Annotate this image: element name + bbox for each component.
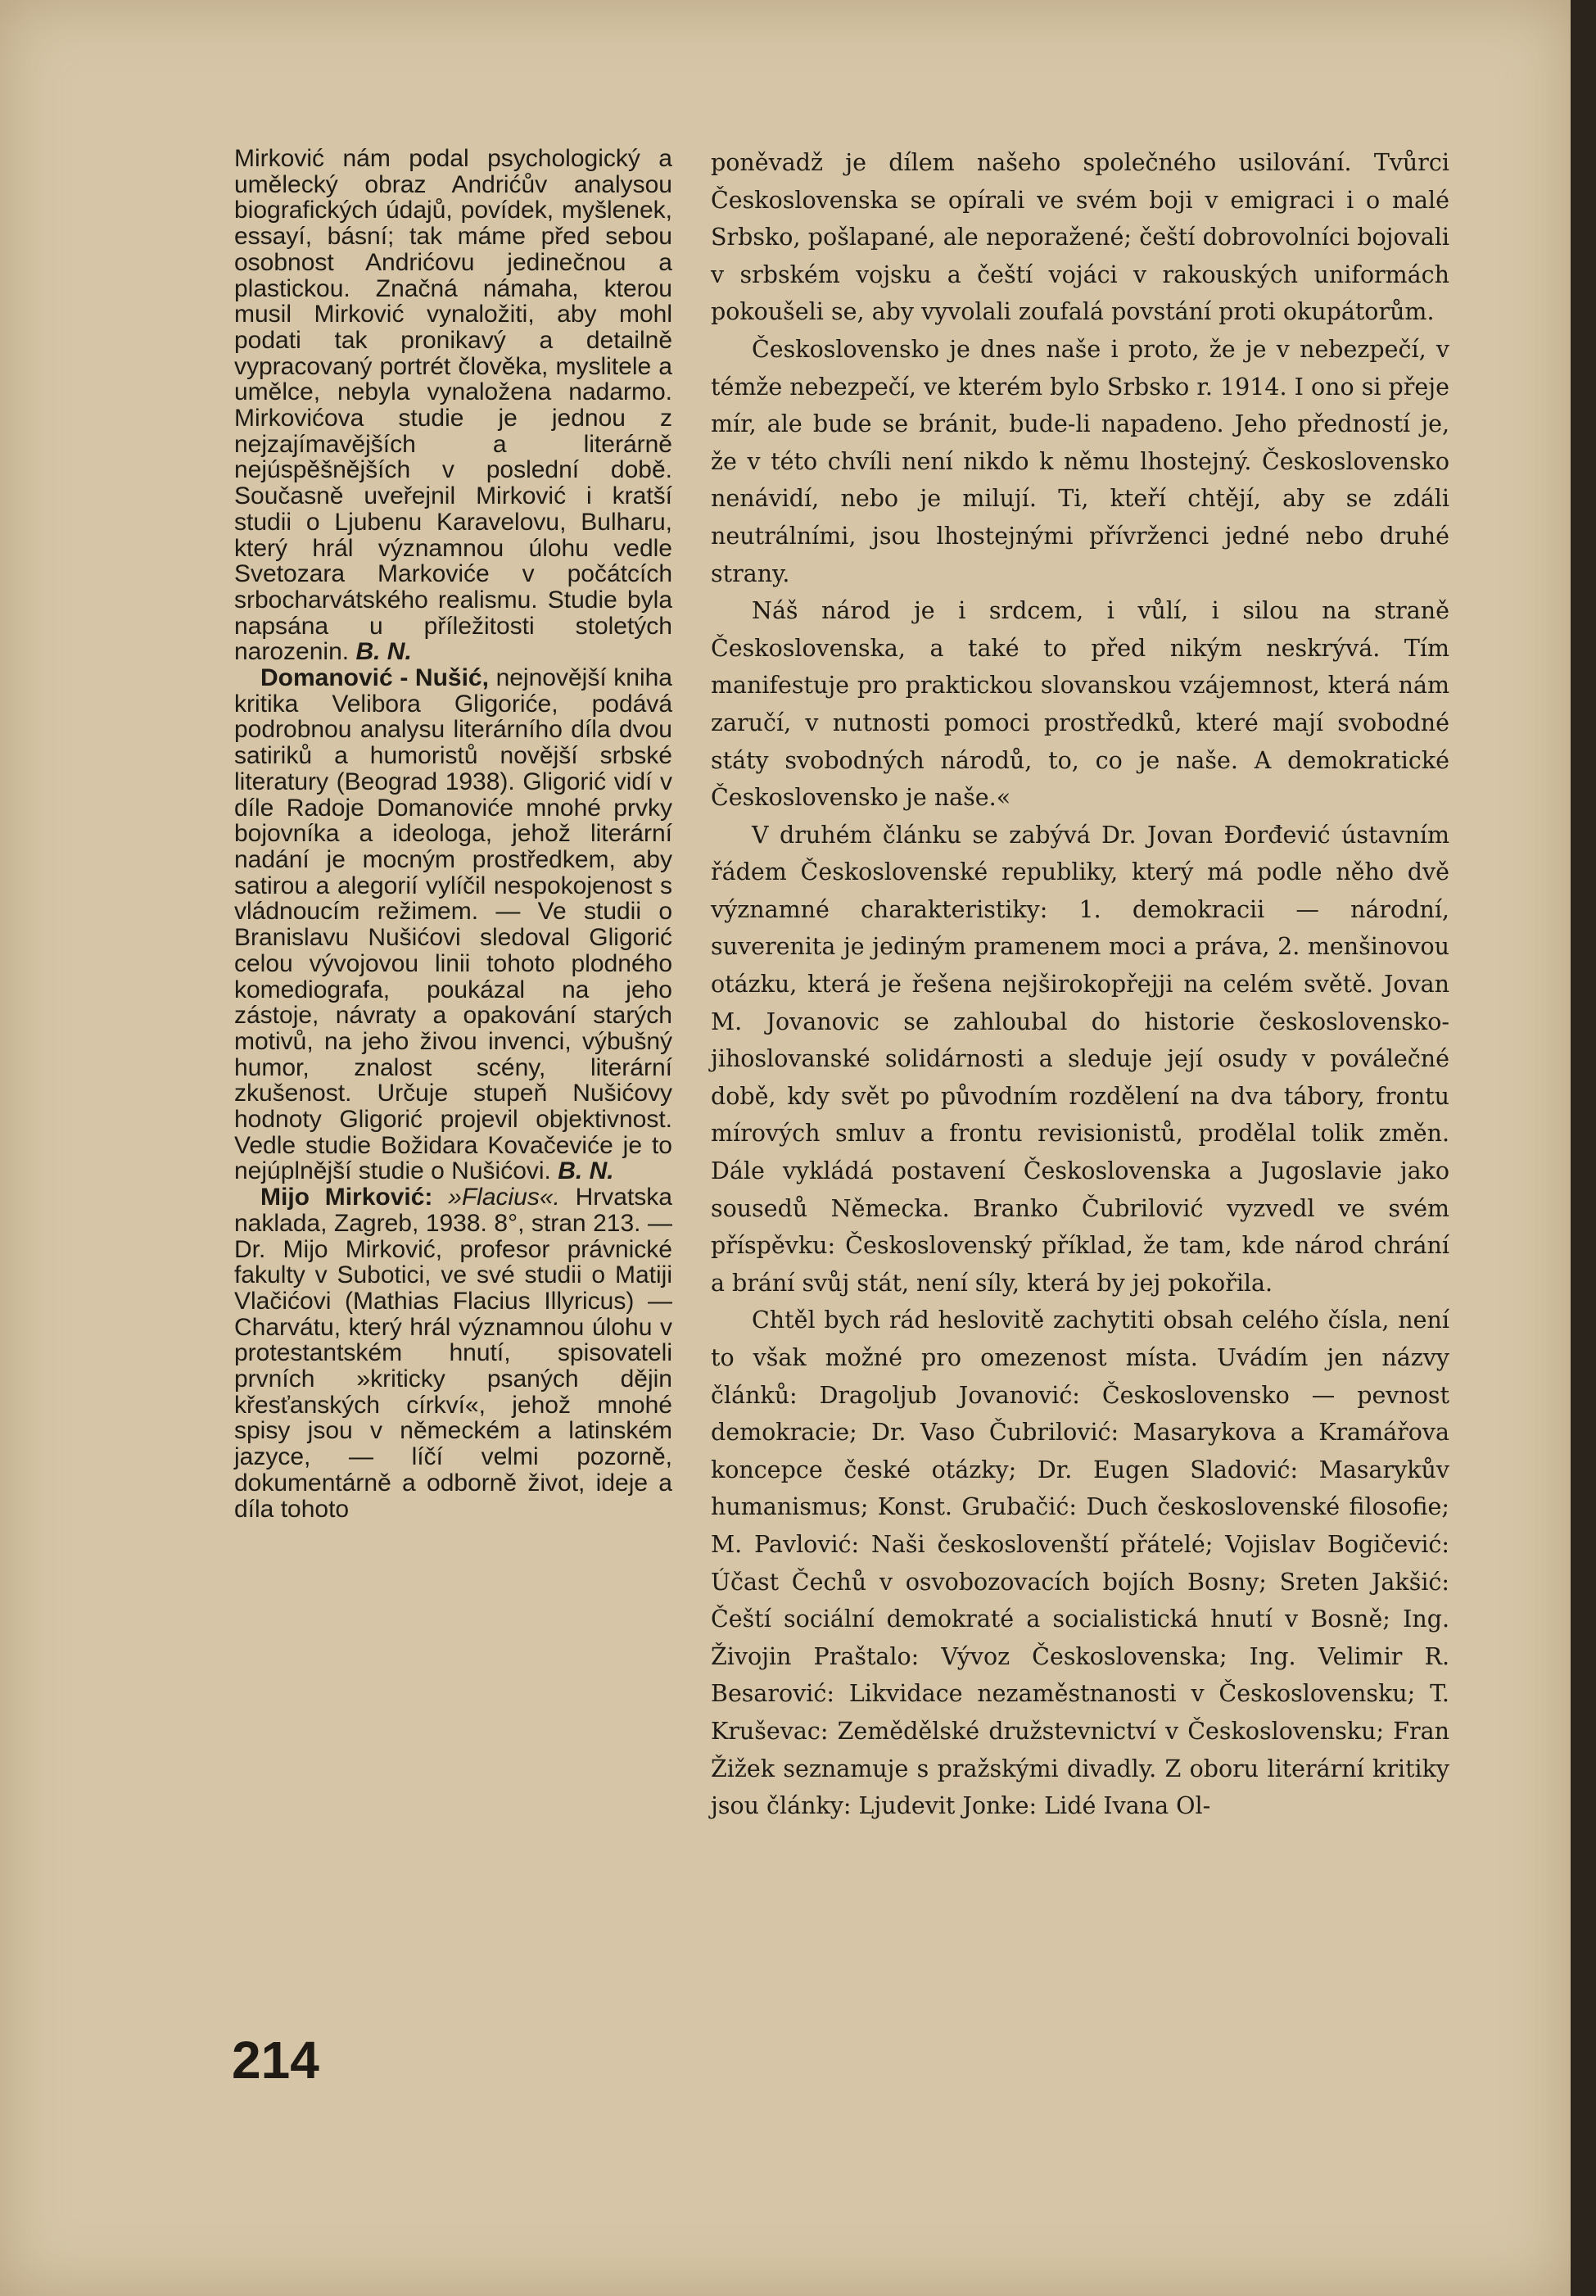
left-paragraph-1-signature: B. N. xyxy=(355,638,412,666)
left-paragraph-2 xyxy=(234,665,672,1184)
right-paragraph-5: Chtěl bych rád heslovitě zachytiti obsah celého čísla, není to však možné pro omezenost místa. Uvádím jen názvy článků: Dragoljub Jovanović: Československo — pevnost demokracie; Dr. Vaso Čubrilović: Masarykova a Kramářova koncepce české otázky; Dr. Eugen Sladović: Masarykův humanismus; Konst. Grubačić: Duch československé filosofie; M. Pavlović: Naši českoslovenští přátelé; Vojislav Bogičević: Účast Čechů v osvobozovacích bojích Bosny; Sreten Jakšić: Čeští sociální demokraté a socialistická hnutí v Bosně; Ing. Živojin Praštalo: Vývoz Československa; Ing. Velimir R. Besarović: Likvidace nezaměstnanosti v Československu; T. Kruševac: Zemědělské družstevnictví v Československu; Fran Žižek seznamuje s pražskými divadly. Z oboru literární kritiky jsou články: Ljudevit Jonke: Lidé Ivana Ol- xyxy=(711,1307,1449,1820)
page-edge-shadow xyxy=(1571,0,1596,2296)
right-paragraph-4: V druhém článku se zabývá Dr. Jovan Đorđević ústavním řádem Československé republiky, který má podle něho dvě významné charakteristiky: 1. demokracii — národní, suverenita je jediným pramenem moci a práva, 2. menšinovou otázku, která je řešena nejširokopřejji na celém světě. Jovan M. Jovanovic se zahloubal do historie československo-jihoslovanské solidárnosti a sleduje její osudy v poválečné době, kdy svět po původním rozdělení na dva tábory, frontu mírových smluv a frontu revisionistů, prodělal tolik změn. Dále vykládá postavení Československa a Jugoslavie jako sousedů Německa. Branko Čubrilović vyzvedl ve svém příspěvku: Československý příklad, že tam, kde národ chrání a brání svůj stát, není síly, která by jej pokořila. xyxy=(711,821,1449,1297)
left-paragraph-3-text: Hrvatska naklada, Zagreb, 1938. 8°, stran 213. — Dr. Mijo Mirković, profesor právnické fakulty v Subotici, ve své studii o Matiji Vlačićovi (Mathias Flacius Illyricus) — Charvátu, který hrál významnou úlohu v protestantském hnutí, spisovateli prvních »kriticky psaných dějin křesťanských církví«, jehož mnohé spisy jsou v německém a latinském jazyce, — líčí velmi pozorně, dokumentárně a odborně život, ideje a díla tohoto xyxy=(234,1184,672,1523)
left-paragraph-3 xyxy=(234,1184,672,1522)
right-column xyxy=(711,144,1449,1825)
left-paragraph-2-title: Domanović - Nušić, xyxy=(260,664,489,692)
right-paragraph-1: poněvadž je dílem našeho společného usilování. Tvůrci Československa se opírali ve svém boji v emigraci i o malé Srbsko, pošlapané, ale neporažené; čeští dobrovolníci bojovali v srbském vojsku a čeští vojáci v rakouských uniformách pokoušeli se, aby vyvolali zoufalá povstání proti okupátorům. xyxy=(711,149,1449,326)
left-column xyxy=(234,146,672,1522)
left-paragraph-3-book: »Flacius«. xyxy=(448,1184,560,1211)
left-paragraph-1-text: Mirković nám podal psychologický a umělecký obraz Andrićův analysou biografických údajů, povídek, myšlenek, essayí, básní; tak máme před sebou osobnost Andrićovu jedinečnou a plastickou. Značná námaha, kterou musil Mirković vynaložiti, aby mohl podati tak pronikavý a detailně vypracovaný portrét člověka, myslitele a umělce, nebyla vynaložena nadarmo. Mirkovićova studie je jednou z nejzajímavějších a literárně nejúspěšnějších v poslední době. Současně uveřejnil Mirković i kratší studii o Ljubenu Karavelovu, Bulharu, který hrál významnou úlohu vedle Svetozara Markoviće v počátcích srbocharvátského realismu. Studie byla napsána u příležitosti stoletých narozenin. xyxy=(234,145,672,666)
page-number: 214 xyxy=(232,2031,319,2090)
left-paragraph-1 xyxy=(234,146,672,665)
left-paragraph-2-text: nejnovější kniha kritika Velibora Gligoriće, podává podrobnou analysu literárního díla dvou satiriků a humoristů novější srbské literatury (Beograd 1938). Gligorić vidí v díle Radoje Domanoviće mnohé prvky bojovníka a ideologa, jehož literární nadání je mocným prostředkem, aby satirou a alegorií vylíčil nespokojenost s vládnoucím režimem. — Ve studii o Branislavu Nušićovi sledoval Gligorić celou vývojovou linii tohoto plodného komediografa, poukázal na jeho zástoje, návraty a opakování starých motivů, na jeho živou invenci, výbušný humor, znalost scény, literární zkušenost. Určuje stupeň Nušićovy hodnoty Gligorić projevil objektivnost. Vedle studie Božidara Kovačeviće je to nejúplnější studie o Nušićovi. xyxy=(234,664,672,1185)
left-paragraph-3-author: Mijo Mirković: xyxy=(260,1184,433,1211)
right-paragraph-2: Československo je dnes naše i proto, že je v nebezpečí, v témže nebezpečí, ve kterém bylo Srbsko r. 1914. I ono si přeje mír, ale bude se bránit, bude-li napadeno. Jeho předností je, že v této chvíli není nikdo k němu lhostejný. Československo nenávidí, nebo je milují. Ti, kteří chtějí, aby se zdáli neutrálními, jsou lhostejnými přívrženci jedné nebo druhé strany. xyxy=(711,335,1449,587)
left-paragraph-2-signature: B. N. xyxy=(558,1157,614,1185)
right-paragraph-3: Náš národ je i srdcem, i vůlí, i silou na straně Československa, a také to před nikým neskrývá. Tím manifestuje pro praktickou slovanskou vzájemnost, která nám zaručí, v nutnosti pomoci prostředků, které mají svobodné státy svobodných národů, to, co je naše. A demokratické Československo je naše.« xyxy=(711,597,1449,812)
